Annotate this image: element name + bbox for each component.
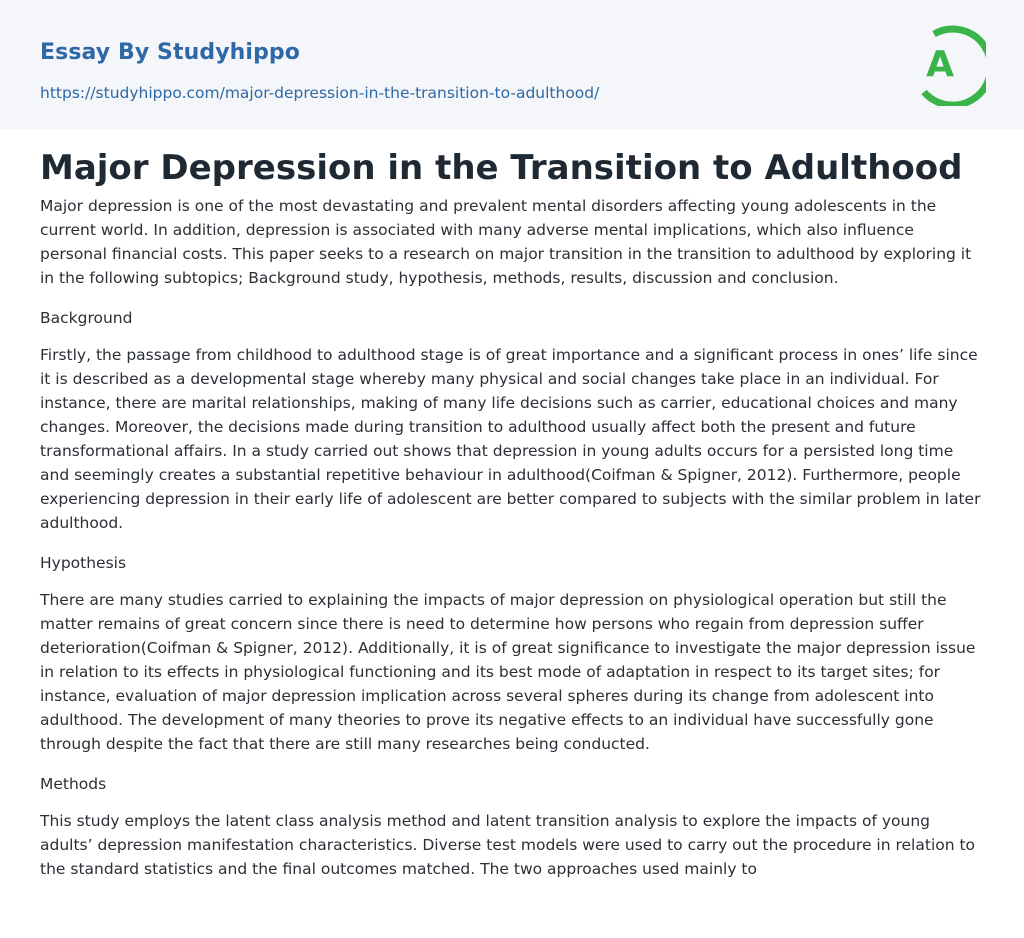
- section-text-hypothesis: There are many studies carried to explaining the impacts of major depression on physiological operation but still the matter remains of great concern since there is need to determine how persons who regain from depression suffer deterioration(Coifman & Spigner, 2012). Additionally, it is of great significance to investigate the major depression issue in relation to its effects in physiological functioning and its best mode of adaptation in respect to its target sites; for instance, evaluation of major depression implication across several spheres during its change from adolescent into adulthood. The development of many theories to prove its negative effects to an individual have successfully gone through despite the fact that there are still many researches being conducted.: [40, 591, 976, 753]
- section-heading-background: Background: [40, 309, 133, 327]
- section-text-methods: This study employs the latent class analysis method and latent transition analysis to explore the impacts of young adults’ depression manifestation characteristics. Diverse test models were used to carry out the procedure in relation to the standard statistics and the final outcomes matched. The two approaches used mainly to: [40, 812, 976, 878]
- section-text-background: Firstly, the passage from childhood to adulthood stage is of great importance and a significant process in ones’ life since it is described as a developmental stage whereby many physical and social changes take place in an individual. For instance, there are marital relationships, making of many life decisions such as carrier, educational choices and many changes. Moreover, the decisions made during transition to adulthood usually affect both the present and future transformational affairs. In a study carried out shows that depression in young adults occurs for a persisted long time and seemingly creates a substantial repetitive behaviour in adulthood(Coifman & Spigner, 2012). Furthermore, people experiencing depression in their early life of adolescent are better compared to subjects with the similar problem in later adulthood.: [40, 346, 981, 532]
- intro-paragraph: Major depression is one of the most devastating and prevalent mental disorders affecting young adolescents in the current world. In addition, depression is associated with many adverse mental implications, which also influence personal financial costs. This paper seeks to a research on major transition in the transition to adulthood by exploring it in the following subtopics; Background study, hypothesis, methods, results, discussion and conclusion.: [40, 197, 972, 287]
- logo-letter: A: [926, 44, 954, 85]
- section-heading-hypothesis: Hypothesis: [40, 554, 127, 572]
- article-title: Major Depression in the Transition to Adulthood: [40, 148, 963, 188]
- section-heading-methods: Methods: [40, 775, 107, 793]
- article-body: [40, 194, 984, 897]
- page-url-link[interactable]: https://studyhippo.com/major-depression-in-the-transition-to-adulthood/: [40, 84, 600, 102]
- brand-title[interactable]: Essay By Studyhippo: [40, 40, 300, 65]
